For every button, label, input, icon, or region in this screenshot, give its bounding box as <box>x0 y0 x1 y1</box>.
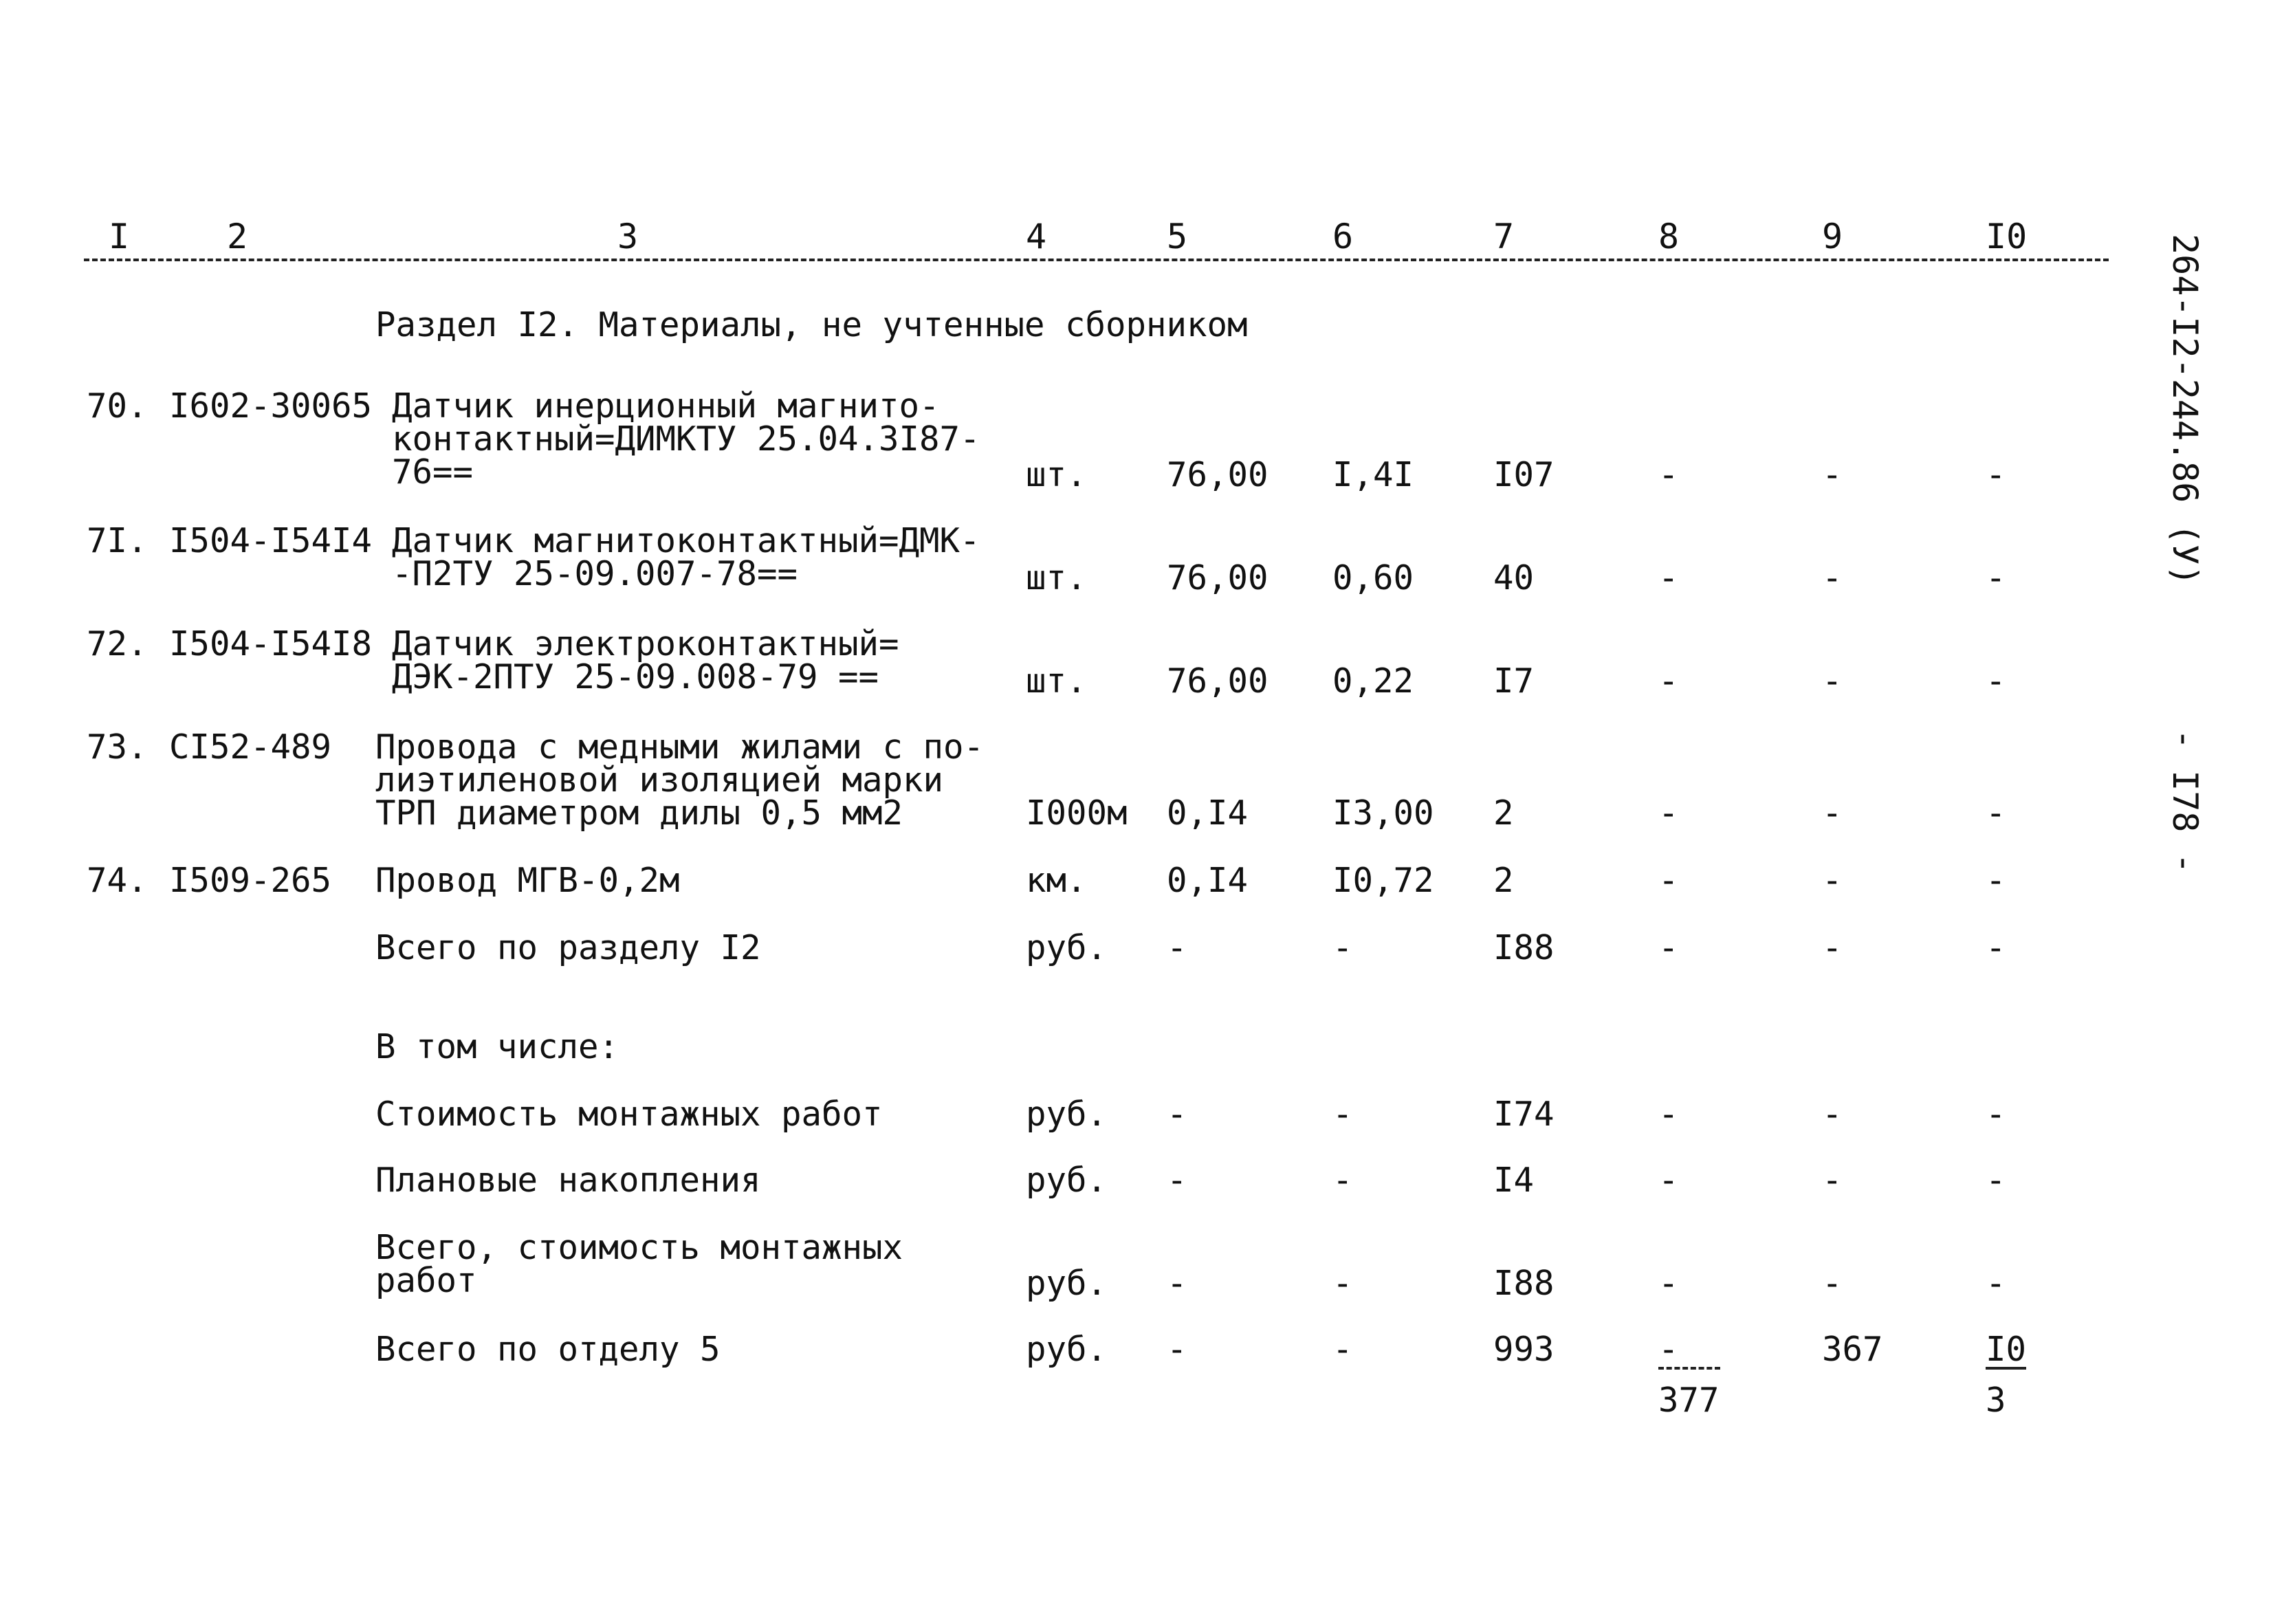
column-header-8: 8 <box>1658 217 1680 256</box>
summary-label: Всего по разделу I2 <box>375 928 761 967</box>
summary-price: - <box>1332 1161 1353 1200</box>
summary-col10: - <box>1986 1095 2006 1134</box>
row-code: I509-265 <box>169 861 332 900</box>
row-name-line: лиэтиленовой изоляцией марки <box>375 760 944 800</box>
row-number: 72. <box>87 624 148 663</box>
column-header-6: 6 <box>1332 217 1354 256</box>
row-number: 74. <box>87 861 148 900</box>
row-col8: - <box>1658 661 1679 701</box>
row-code: I504-I54I4 <box>169 521 373 560</box>
summary-qty: - <box>1167 1095 1187 1134</box>
row-qty: 76,00 <box>1167 558 1269 597</box>
column-header-1: I <box>109 217 130 256</box>
row-unit: км. <box>1026 861 1087 900</box>
summary-label: работ <box>375 1261 477 1300</box>
row-col8: - <box>1658 558 1679 597</box>
row-col8: - <box>1658 793 1679 833</box>
summary-col9: - <box>1822 1095 1843 1134</box>
row-qty: 76,00 <box>1167 661 1269 701</box>
summary-total: I88 <box>1493 928 1555 967</box>
row-col9: - <box>1822 861 1843 900</box>
row-total: 2 <box>1493 861 1514 900</box>
column-header-5: 5 <box>1167 217 1188 256</box>
summary-price: - <box>1332 1095 1353 1134</box>
row-number: 7I. <box>87 521 148 560</box>
row-col9: - <box>1822 793 1843 833</box>
column-header-9: 9 <box>1822 217 1843 256</box>
row-col8: - <box>1658 455 1679 494</box>
row-code: I504-I54I8 <box>169 624 373 663</box>
row-total: I7 <box>1493 661 1535 701</box>
page-number: - I78 - <box>2165 729 2205 874</box>
summary-total: I74 <box>1493 1095 1555 1134</box>
row-price: 0,22 <box>1332 661 1414 701</box>
summary-col10: - <box>1986 1264 2006 1303</box>
row-col9: - <box>1822 661 1843 701</box>
row-col8: - <box>1658 861 1679 900</box>
row-col10: - <box>1986 558 2006 597</box>
summary-unit: руб. <box>1026 928 1108 967</box>
summary-qty: - <box>1167 1264 1187 1303</box>
including-label: В том числе: <box>375 1027 619 1066</box>
row-price: 0,60 <box>1332 558 1414 597</box>
summary-label: Всего по отделу 5 <box>375 1330 721 1369</box>
row-unit: I000м <box>1026 793 1128 833</box>
row-number: 70. <box>87 386 148 426</box>
row-total: 40 <box>1493 558 1535 597</box>
row-col10: - <box>1986 793 2006 833</box>
row-code: CI52-489 <box>169 727 332 767</box>
summary-qty: - <box>1167 928 1187 967</box>
summary-label: Плановые накопления <box>375 1161 761 1200</box>
summary-qty: - <box>1167 1330 1187 1369</box>
row-name-line: Датчик магнитоконтактный=ДМК- <box>392 521 980 560</box>
row-unit: шт. <box>1026 455 1087 494</box>
summary-price: - <box>1332 1330 1353 1369</box>
summary-total: 993 <box>1493 1330 1555 1369</box>
row-col9: - <box>1822 558 1843 597</box>
row-total: 2 <box>1493 793 1514 833</box>
summary-unit: руб. <box>1026 1264 1108 1303</box>
row-number: 73. <box>87 727 148 767</box>
column-header-2: 2 <box>227 217 248 256</box>
row-name-line: Датчик инерционный магнито- <box>392 386 940 426</box>
row-unit: шт. <box>1026 558 1087 597</box>
summary-col10: I0 <box>1986 1330 2027 1369</box>
section-title: Раздел I2. Материалы, не учтенные сборником <box>375 305 1248 344</box>
summary-price: - <box>1332 928 1353 967</box>
row-col10: - <box>1986 661 2006 701</box>
header-rule <box>84 259 2109 261</box>
row-qty: 0,I4 <box>1167 861 1249 900</box>
column-header-3: 3 <box>617 217 639 256</box>
summary-col9: 367 <box>1822 1330 1883 1369</box>
summary-col8: - <box>1658 1161 1679 1200</box>
row-code: I602-30065 <box>169 386 373 426</box>
summary-col10: - <box>1986 928 2006 967</box>
summary-col10-below: 3 <box>1986 1381 2006 1420</box>
summary-unit: руб. <box>1026 1095 1108 1134</box>
row-col10: - <box>1986 455 2006 494</box>
row-col10: - <box>1986 861 2006 900</box>
row-col9: - <box>1822 455 1843 494</box>
summary-qty: - <box>1167 1161 1187 1200</box>
row-name-line: 76== <box>392 452 474 492</box>
row-qty: 0,I4 <box>1167 793 1249 833</box>
summary-col10: - <box>1986 1161 2006 1200</box>
row-name-line: ТРП диаметром дилы 0,5 мм2 <box>375 793 903 833</box>
document-code: 264-I2-244.86 (У) <box>2165 234 2205 586</box>
row-price: I0,72 <box>1332 861 1434 900</box>
row-price: I3,00 <box>1332 793 1434 833</box>
summary-label: Стоимость монтажных работ <box>375 1095 883 1134</box>
summary-col9: - <box>1822 1161 1843 1200</box>
column-header-7: 7 <box>1493 217 1515 256</box>
summary-col9: - <box>1822 1264 1843 1303</box>
summary-col8: - <box>1658 1264 1679 1303</box>
summary-total: I4 <box>1493 1161 1535 1200</box>
summary-label: Всего, стоимость монтажных <box>375 1228 903 1267</box>
row-name-line: -П2ТУ 25-09.007-78== <box>392 554 798 593</box>
column-header-4: 4 <box>1026 217 1047 256</box>
summary-price: - <box>1332 1264 1353 1303</box>
summary-col8-below: 377 <box>1658 1381 1720 1420</box>
summary-unit: руб. <box>1026 1161 1108 1200</box>
summary-total: I88 <box>1493 1264 1555 1303</box>
column-header-10: I0 <box>1986 217 2028 256</box>
row-name-line: Провода с медными жилами с по- <box>375 727 985 767</box>
row-total: I07 <box>1493 455 1555 494</box>
summary-col8: - <box>1658 928 1679 967</box>
row-qty: 76,00 <box>1167 455 1269 494</box>
summary-col8: - <box>1658 1095 1679 1134</box>
row-name-line: Датчик электроконтактный= <box>392 624 899 663</box>
row-name-line: Провод МГВ-0,2м <box>375 861 680 900</box>
row-name-line: контактный=ДИМКТУ 25.04.3I87- <box>392 419 980 459</box>
row-unit: шт. <box>1026 661 1087 701</box>
summary-col9: - <box>1822 928 1843 967</box>
row-price: I,4I <box>1332 455 1414 494</box>
summary-unit: руб. <box>1026 1330 1108 1369</box>
summary-col8: - <box>1658 1332 1720 1370</box>
row-name-line: ДЭК-2ПТУ 25-09.008-79 == <box>392 657 879 696</box>
